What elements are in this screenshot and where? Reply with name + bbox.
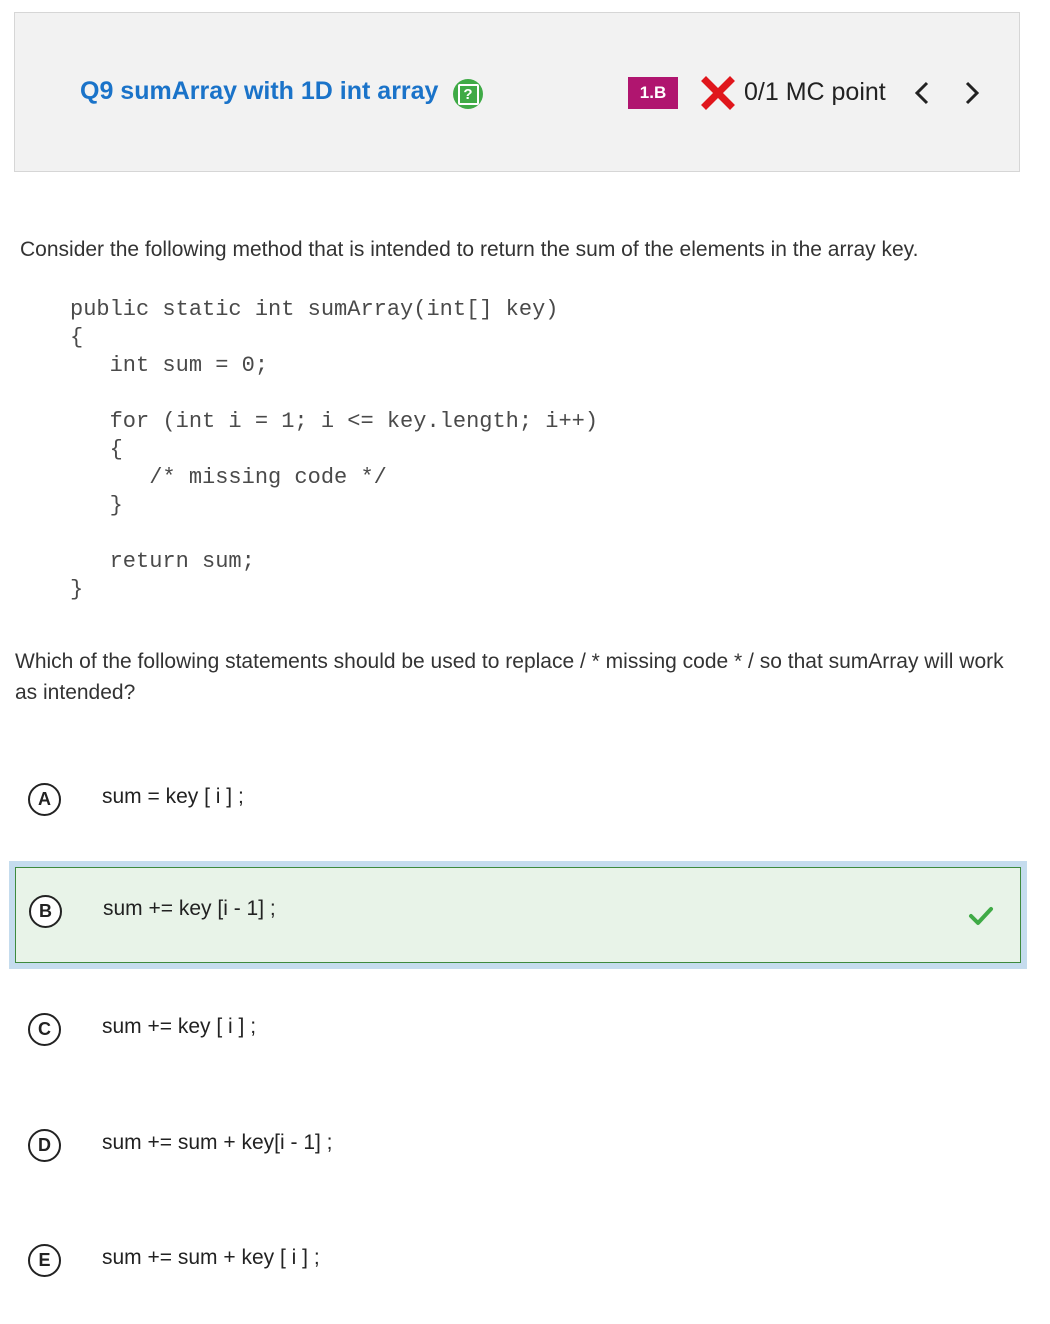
answer-option-e[interactable] xyxy=(9,1211,1027,1319)
answer-option-d[interactable] xyxy=(9,1096,1027,1204)
code-line: { xyxy=(70,325,84,350)
code-line: public static int sumArray(int[] key) xyxy=(70,297,559,322)
help-question-icon[interactable]: ? xyxy=(453,79,483,109)
checkmark-icon xyxy=(968,905,994,927)
option-letter: B xyxy=(29,895,62,928)
question-header xyxy=(14,12,1020,172)
option-letter: C xyxy=(28,1013,61,1046)
code-line: return sum; xyxy=(70,549,255,574)
score-label: 0/1 MC point xyxy=(744,78,886,106)
question-text: Which of the following statements should be used to replace / * missing code * / so that sumArray will work as intended? xyxy=(15,650,1004,704)
chevron-right-icon[interactable] xyxy=(959,77,985,109)
code-line: /* missing code */ xyxy=(70,465,387,490)
code-block xyxy=(70,296,598,604)
question-title-link[interactable]: Q9 sumArray with 1D int array xyxy=(80,77,439,105)
code-line: } xyxy=(70,493,123,518)
correct-answer-highlight xyxy=(15,867,1021,963)
option-letter: E xyxy=(28,1244,61,1277)
option-text: sum += key [ i ] ; xyxy=(102,1015,257,1038)
code-line: } xyxy=(70,577,84,602)
option-text: sum += sum + key[i - 1] ; xyxy=(102,1131,333,1154)
code-line: for (int i = 1; i <= key.length; i++) xyxy=(70,409,599,434)
option-text: sum += key [i - 1] ; xyxy=(103,897,276,920)
chevron-left-icon[interactable] xyxy=(909,77,935,109)
option-text: sum = key [ i ] ; xyxy=(102,785,244,808)
code-line: int sum = 0; xyxy=(70,353,269,378)
answer-option-c[interactable] xyxy=(9,980,1027,1088)
answer-option-b[interactable] xyxy=(9,861,1027,969)
skill-badge: 1.B xyxy=(628,77,678,109)
question-prompt: Consider the following method that is intended to return the sum of the elements in the array key. xyxy=(20,238,919,261)
code-line: { xyxy=(70,437,123,462)
option-letter: A xyxy=(28,783,61,816)
option-text: sum += sum + key [ i ] ; xyxy=(102,1246,320,1269)
answer-option-a[interactable] xyxy=(9,750,1027,858)
x-icon xyxy=(701,76,735,110)
option-letter: D xyxy=(28,1129,61,1162)
